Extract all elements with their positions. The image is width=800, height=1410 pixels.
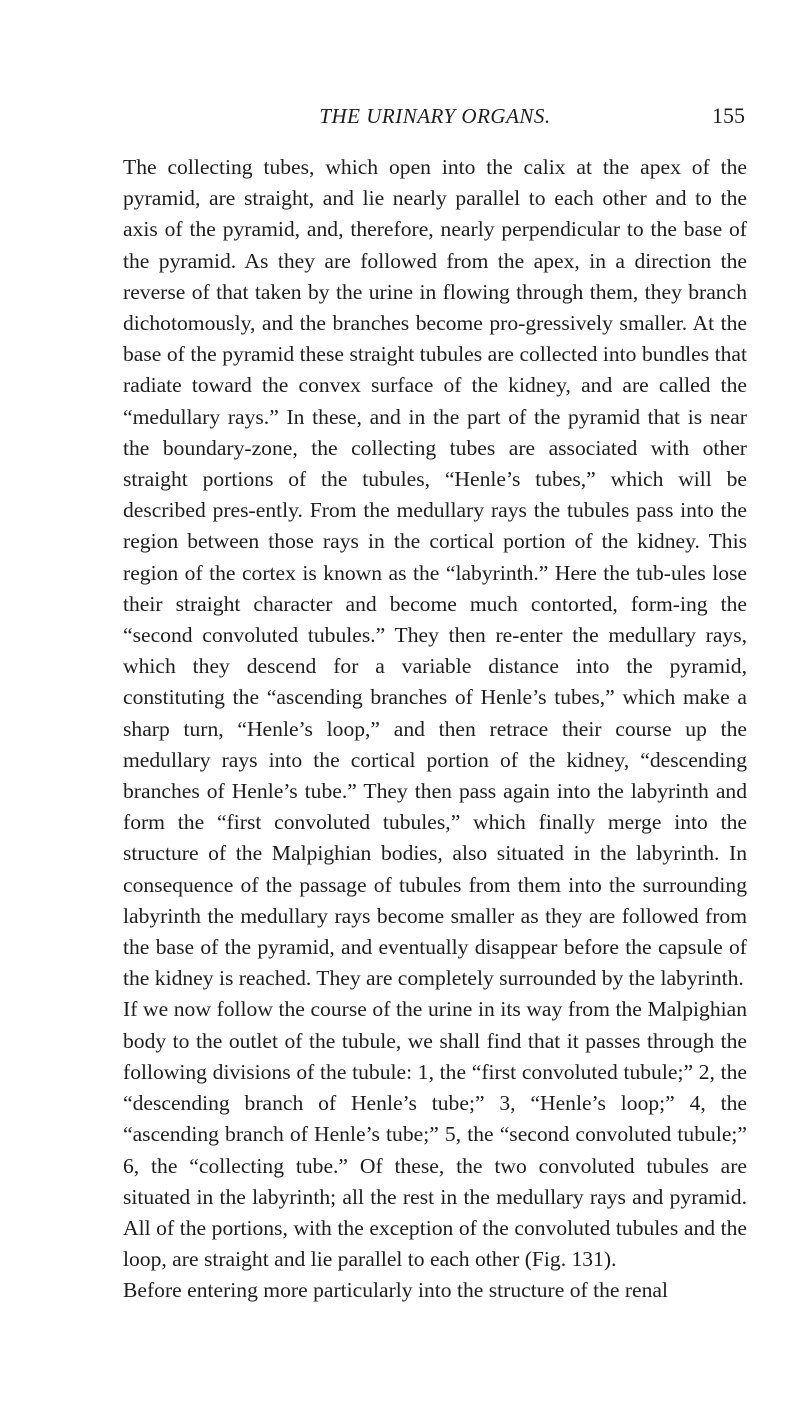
paragraph-renal-structure: Before entering more particularly into the structure of the renal xyxy=(123,1278,669,1303)
paragraph-collecting-tubes: The collecting tubes, which open into the calix at the apex of the pyramid, are straight, and lie nearly parallel to each other and to the axis of the pyramid, and, therefore, nearly perpendicular to the base of the pyramid. As they are followed from the apex, in a direction the reverse of that taken by the urine in flowing through them, they branch dichotomously, and the branches become pro-gressively smaller. At the base of the pyramid these straight tubules are collected into bundles that radiate toward the convex surface of the kidney, and are called the “medullary rays.” In these, and in the part of the pyramid that is near the boundary-zone, the collecting tubes are associated with other straight portions of the tubules, “Henle’s tubes,” which will be described pres-ently. From the medullary rays the tubules pass into the region between those rays in the cortical portion of the kidney. This region of the cortex is known as the “labyrinth.” Here the tub-ules lose their straight character and become much contorted, form-ing the “second convoluted tubules.” They then re-enter the medullary rays, which they descend for a variable distance into the pyramid, constituting the “ascending branches of Henle’s tubes,” which make a sharp turn, “Henle’s loop,” and then retrace their course up the medullary rays into the cortical portion of the kidney, “descending branches of Henle’s tube.” They then pass again into the labyrinth and form the “first convoluted tubules,” which finally merge into the structure of the Malpighian bodies, also situated in the labyrinth. In consequence of the passage of tubules from them into the surrounding labyrinth the medullary rays become smaller as they are followed from the base of the pyramid, and eventually disappear before the capsule of the kidney is reached. They are completely surrounded by the labyrinth. xyxy=(123,155,747,991)
running-title: THE URINARY ORGANS. xyxy=(319,104,551,128)
body-text xyxy=(123,152,747,1307)
page-number: 155 xyxy=(712,103,745,128)
paragraph-course-of-urine: If we now follow the course of the urine in its way from the Malpighian body to the outlet of the tubule, we shall find that it passes through the following divisions of the tubule: 1, the “first convoluted tubule;” 2, the “descending branch of Henle’s tube;” 3, “Henle’s loop;” 4, the “ascending branch of Henle’s tube;” 5, the “second convoluted tubule;” 6, the “collecting tube.” Of these, the two convoluted tubules are situated in the labyrinth; all the rest in the medullary rays and pyramid. All of the portions, with the exception of the convoluted tubules and the loop, are straight and lie parallel to each other (Fig. 131). xyxy=(123,997,747,1272)
running-head xyxy=(123,98,747,134)
